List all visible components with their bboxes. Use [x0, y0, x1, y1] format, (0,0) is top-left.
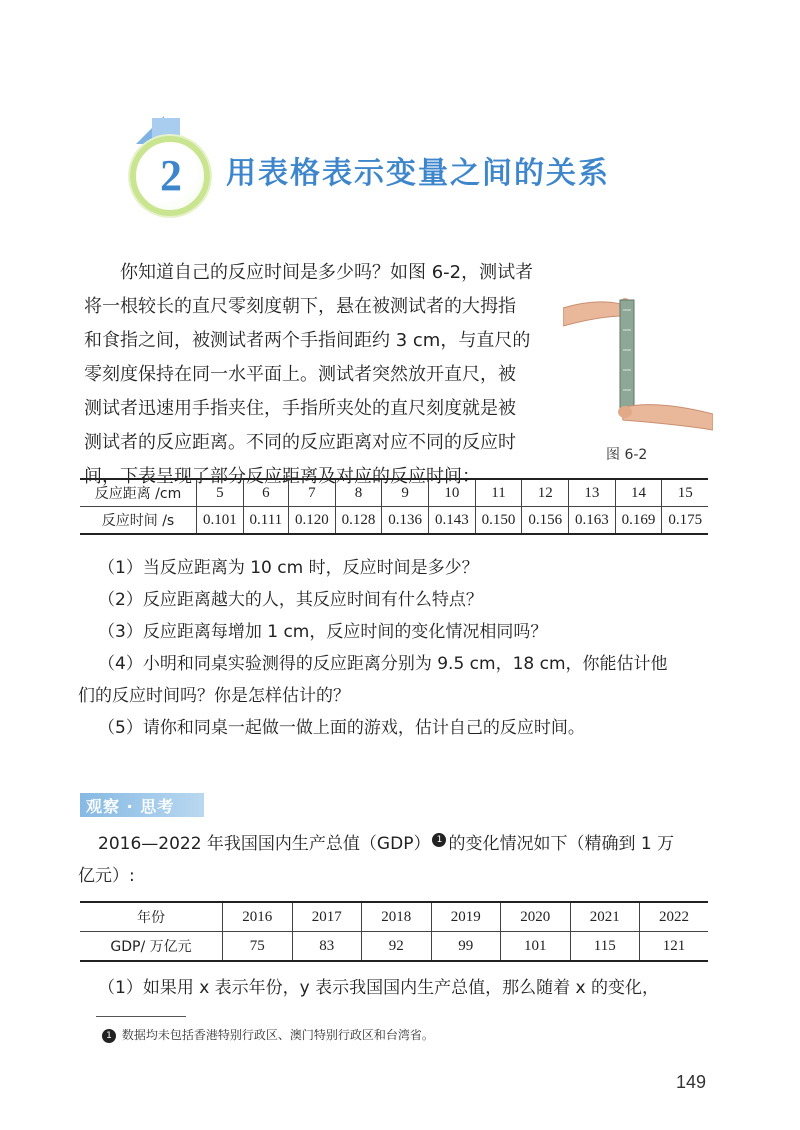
footnote-divider [96, 1016, 186, 1017]
question-2: （2）反应距离越大的人，其反应时间有什么特点？ [98, 590, 483, 610]
table-cell: 83 [292, 932, 362, 962]
table-cell: 101 [501, 932, 571, 962]
section-number: 2 [160, 151, 182, 200]
table-cell: 99 [431, 932, 501, 962]
row-header: GDP/ 万亿元 [80, 932, 223, 962]
table-row [80, 902, 708, 932]
table-cell: 92 [362, 932, 432, 962]
intro-paragraph [84, 256, 554, 494]
gdp-question-1: （1）如果用 x 表示年份，y 表示我国国内生产总值，那么随着 x 的变化， [98, 978, 660, 998]
footnote [100, 1026, 434, 1043]
table-row [80, 932, 708, 962]
table-cell: 75 [223, 932, 293, 962]
catching-hand-icon [618, 405, 713, 430]
table-cell: 115 [570, 932, 640, 962]
table-cell: 2018 [362, 902, 432, 932]
gdp-intro-text-continued: 的变化情况如下（精确到 1 万 [448, 834, 675, 854]
table-cell: 2021 [570, 902, 640, 932]
table-cell: 0.120 [289, 507, 336, 535]
intro-line: 测试者迅速用手指夹住，手指所夹处的直尺刻度就是被 [84, 398, 516, 419]
question-4-continued: 们的反应时间吗？你是怎样估计的？ [78, 686, 350, 706]
table-row [80, 507, 708, 535]
table-cell: 8 [335, 479, 382, 507]
table-cell: 2019 [431, 902, 501, 932]
table-cell: 0.128 [335, 507, 382, 535]
page-number: 149 [676, 1072, 707, 1092]
gdp-intro-line-2: 亿元）: [78, 866, 135, 886]
table-cell: 14 [615, 479, 662, 507]
gdp-intro-line [98, 828, 718, 860]
table-cell: 7 [289, 479, 336, 507]
table-cell: 121 [640, 932, 709, 962]
footnote-mark: 1 [102, 1029, 116, 1043]
table-cell: 5 [197, 479, 244, 507]
question-5: （5）请你和同桌一起做一做上面的游戏，估计自己的反应时间。 [98, 718, 585, 738]
intro-line: 你知道自己的反应时间是多少吗？如图 6-2，测试者 [120, 262, 534, 283]
section-title: 用表格表示变量之间的关系 [226, 156, 610, 191]
table-cell: 0.101 [197, 507, 244, 535]
table-cell: 0.111 [243, 507, 288, 535]
table-cell: 12 [522, 479, 569, 507]
question-4: （4）小明和同桌实验测得的反应距离分别为 9.5 cm，18 cm，你能估计他 [98, 654, 668, 674]
intro-line: 间，下表呈现了部分反应距离及对应的反应时间： [84, 466, 480, 487]
row-header: 反应时间 /s [80, 507, 197, 535]
question-3: （3）反应距离每增加 1 cm，反应时间的变化情况相同吗？ [98, 622, 548, 642]
table-cell: 0.169 [615, 507, 662, 535]
row-header: 年份 [80, 902, 223, 932]
table-cell: 0.136 [382, 507, 429, 535]
table-cell: 15 [662, 479, 708, 507]
table-cell: 0.163 [569, 507, 616, 535]
table-cell: 0.143 [429, 507, 476, 535]
gdp-intro [78, 828, 718, 892]
table-row [80, 479, 708, 507]
table-cell: 13 [569, 479, 616, 507]
section-badge [126, 116, 216, 216]
figure-6-2 [563, 290, 713, 435]
gdp-table [80, 901, 708, 962]
intro-line: 零刻度保持在同一水平面上。测试者突然放开直尺，被 [84, 364, 516, 385]
ruler-icon [620, 300, 634, 412]
reaction-table [80, 478, 708, 535]
table-cell: 9 [382, 479, 429, 507]
table-cell: 2016 [223, 902, 293, 932]
table-cell: 2017 [292, 902, 362, 932]
intro-line: 测试者的反应距离。不同的反应距离对应不同的反应时 [84, 432, 516, 453]
table-cell: 0.175 [662, 507, 708, 535]
intro-line: 和食指之间，被测试者两个手指间距约 3 cm，与直尺的 [84, 330, 531, 351]
table-cell: 10 [429, 479, 476, 507]
table-cell: 2020 [501, 902, 571, 932]
row-header: 反应距离 /cm [80, 479, 197, 507]
footnote-text: 数据均未包括香港特别行政区、澳门特别行政区和台湾省。 [121, 1028, 434, 1042]
table-cell: 2022 [640, 902, 709, 932]
intro-line: 将一根较长的直尺零刻度朝下，悬在被测试者的大拇指 [84, 296, 516, 317]
table-cell: 11 [475, 479, 522, 507]
table-cell: 0.156 [522, 507, 569, 535]
observe-think-label: 观察 · 思考 [86, 797, 175, 816]
observe-think-banner [80, 793, 204, 817]
gdp-intro-text: 2016—2022 年我国国内生产总值（GDP） [98, 834, 431, 854]
table-cell: 0.150 [475, 507, 522, 535]
question-list [78, 552, 718, 744]
question-1: （1）当反应距离为 10 cm 时，反应时间是多少？ [98, 558, 479, 578]
figure-caption: 图 6-2 [606, 447, 648, 463]
table-cell: 6 [243, 479, 288, 507]
footnote-marker[interactable]: 1 [432, 833, 446, 847]
